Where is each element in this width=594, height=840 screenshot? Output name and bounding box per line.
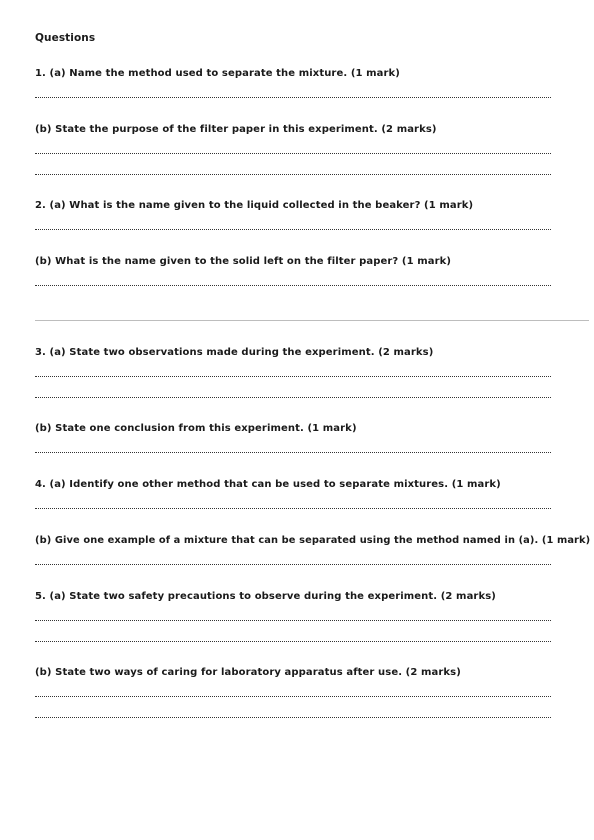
answer-line[interactable]	[35, 641, 551, 642]
question-3b: (b) State one conclusion from this experiment. (1 mark)	[35, 423, 357, 434]
answer-line[interactable]	[35, 452, 551, 453]
answer-line[interactable]	[35, 174, 551, 175]
answer-line[interactable]	[35, 229, 551, 230]
answer-line[interactable]	[35, 717, 551, 718]
question-3a: 3. (a) State two observations made during the experiment. (2 marks)	[35, 347, 434, 358]
section-heading: Questions	[35, 32, 96, 44]
answer-line[interactable]	[35, 508, 551, 509]
section-divider	[35, 320, 589, 321]
answer-line[interactable]	[35, 376, 551, 377]
answer-line[interactable]	[35, 97, 551, 98]
answer-line[interactable]	[35, 397, 551, 398]
answer-line[interactable]	[35, 696, 551, 697]
question-5b: (b) State two ways of caring for laboratory apparatus after use. (2 marks)	[35, 667, 461, 678]
answer-line[interactable]	[35, 564, 551, 565]
question-1b: (b) State the purpose of the filter paper in this experiment. (2 marks)	[35, 124, 437, 135]
question-4a: 4. (a) Identify one other method that can be used to separate mixtures. (1 mark)	[35, 479, 501, 490]
answer-line[interactable]	[35, 153, 551, 154]
question-2a: 2. (a) What is the name given to the liquid collected in the beaker? (1 mark)	[35, 200, 474, 211]
question-2b: (b) What is the name given to the solid left on the filter paper? (1 mark)	[35, 256, 452, 267]
question-1a: 1. (a) Name the method used to separate the mixture. (1 mark)	[35, 68, 400, 79]
question-4b: (b) Give one example of a mixture that can be separated using the method named in (a). (1 mark)	[35, 535, 591, 546]
question-5a: 5. (a) State two safety precautions to observe during the experiment. (2 marks)	[35, 591, 496, 602]
answer-line[interactable]	[35, 620, 551, 621]
answer-line[interactable]	[35, 285, 551, 286]
